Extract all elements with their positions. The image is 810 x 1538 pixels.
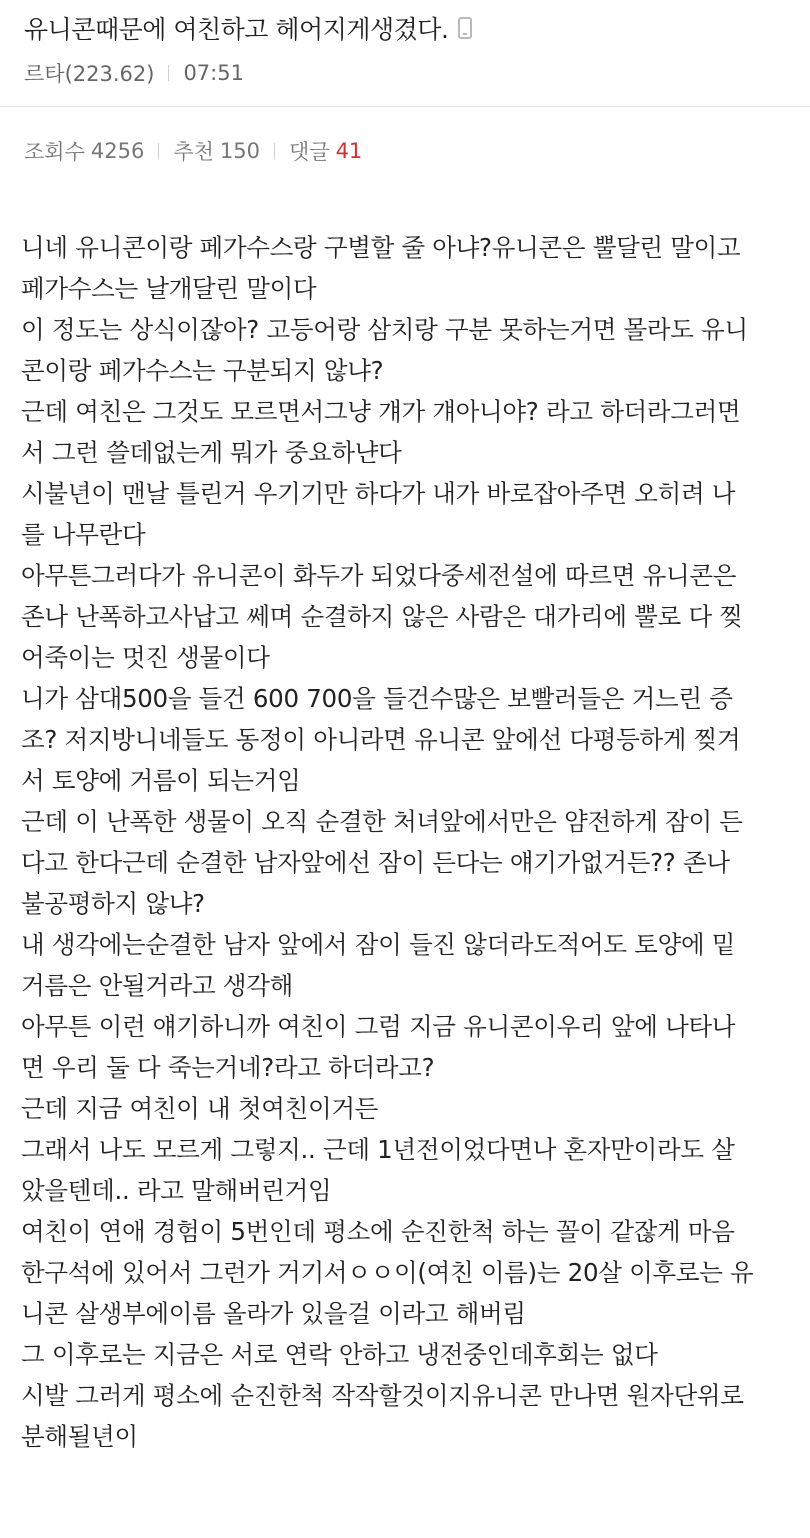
body-line: 았을텐데.. 라고 말해버린거임 — [21, 1176, 332, 1205]
body-line: 여친이 연애 경험이 5번인데 평소에 순진한척 하는 꼴이 같잖게 마음 — [21, 1217, 735, 1246]
body-line: 근데 이 난폭한 생물이 오직 순결한 처녀앞에서만은 얌전하게 잠이 든 — [21, 807, 743, 836]
body-line: 분해될년이 — [21, 1422, 138, 1451]
body-line: 존나 난폭하고사납고 쎄며 순결하지 않은 사람은 대가리에 뿔로 다 찢 — [21, 602, 743, 631]
body-line: 한구석에 있어서 그런가 거기서ㅇㅇ이(여친 이름)는 20살 이후로는 유 — [21, 1258, 754, 1287]
body-line: 시불년이 맨날 틀린거 우기기만 하다가 내가 바로잡아주면 오히려 나 — [21, 479, 736, 508]
mobile-phone-icon — [458, 17, 472, 39]
post-title: 유니콘때문에 여친하고 헤어지게생겼다. — [24, 15, 449, 44]
post-stats — [24, 136, 362, 166]
body-line: 서 그런 쓸데없는게 뭐가 중요하냔다 — [21, 438, 402, 467]
body-line: 내 생각에는순결한 남자 앞에서 잠이 들진 않더라도적어도 토양에 밑 — [21, 930, 736, 959]
stats-divider — [158, 143, 159, 159]
post-header — [0, 0, 810, 107]
body-line: 를 나무란다 — [21, 520, 146, 549]
body-line: 거름은 안될거라고 생각해 — [21, 971, 294, 1000]
body-line: 서 토양에 거름이 되는거임 — [21, 766, 301, 795]
body-line: 다고 한다근데 순결한 남자앞에선 잠이 든다는 얘기가없거든?? 존나 — [21, 848, 730, 877]
body-line: 페가수스는 날개달린 말이다 — [21, 274, 317, 303]
views-label: 조회수 — [24, 140, 85, 164]
body-line: 니가 삼대500을 들건 600 700을 들건수많은 보빨러들은 거느린 증 — [21, 684, 733, 713]
body-line: 어죽이는 멋진 생물이다 — [21, 643, 270, 672]
body-line: 콘이랑 페가수스는 구분되지 않냐? — [21, 356, 384, 385]
post-body — [21, 227, 801, 1457]
comments-count[interactable]: 41 — [335, 139, 363, 163]
post-time: 07:51 — [183, 61, 244, 85]
body-line: 근데 지금 여친이 내 첫여친이거든 — [21, 1094, 379, 1123]
body-line: 니콘 살생부에이름 올라가 있을걸 이라고 해버림 — [21, 1299, 526, 1328]
body-line: 그래서 나도 모르게 그렇지.. 근데 1년전이었다면나 혼자만이라도 살 — [21, 1135, 735, 1164]
views-count: 4256 — [90, 139, 145, 163]
comments-label[interactable]: 댓글 — [288, 140, 330, 164]
body-line: 니네 유니콘이랑 페가수스랑 구별할 줄 아냐?유니콘은 뿔달린 말이고 — [21, 233, 741, 262]
body-line: 불공평하지 않냐? — [21, 889, 205, 918]
body-line: 면 우리 둘 다 죽는거네?라고 하더라고? — [21, 1053, 435, 1082]
body-line: 조? 저지방니네들도 동정이 아니라면 유니콘 앞에선 다평등하게 찢겨 — [21, 725, 741, 754]
recommend-count: 150 — [219, 139, 260, 163]
body-line: 아무튼그러다가 유니콘이 화두가 되었다중세전설에 따르면 유니콘은 — [21, 561, 737, 590]
author-name[interactable]: 르타(223.62) — [24, 62, 155, 86]
body-line: 시발 그러게 평소에 순진한척 작작할것이지유니콘 만나면 원자단위로 — [21, 1381, 744, 1410]
body-line: 이 정도는 상식이잖아? 고등어랑 삼치랑 구분 못하는거면 몰라도 유니 — [21, 315, 748, 344]
stats-divider — [274, 143, 275, 159]
body-line: 근데 여친은 그것도 모르면서그냥 걔가 걔아니야? 라고 하더라그러면 — [21, 397, 741, 426]
body-line: 아무튼 이런 얘기하니까 여친이 그럼 지금 유니콘이우리 앞에 나타나 — [21, 1012, 736, 1041]
title-row — [24, 10, 472, 46]
post-meta — [24, 58, 244, 88]
body-line: 그 이후로는 지금은 서로 연락 안하고 냉전중인데후회는 없다 — [21, 1340, 658, 1369]
recommend-label: 추천 — [173, 140, 214, 164]
meta-divider — [168, 65, 169, 81]
